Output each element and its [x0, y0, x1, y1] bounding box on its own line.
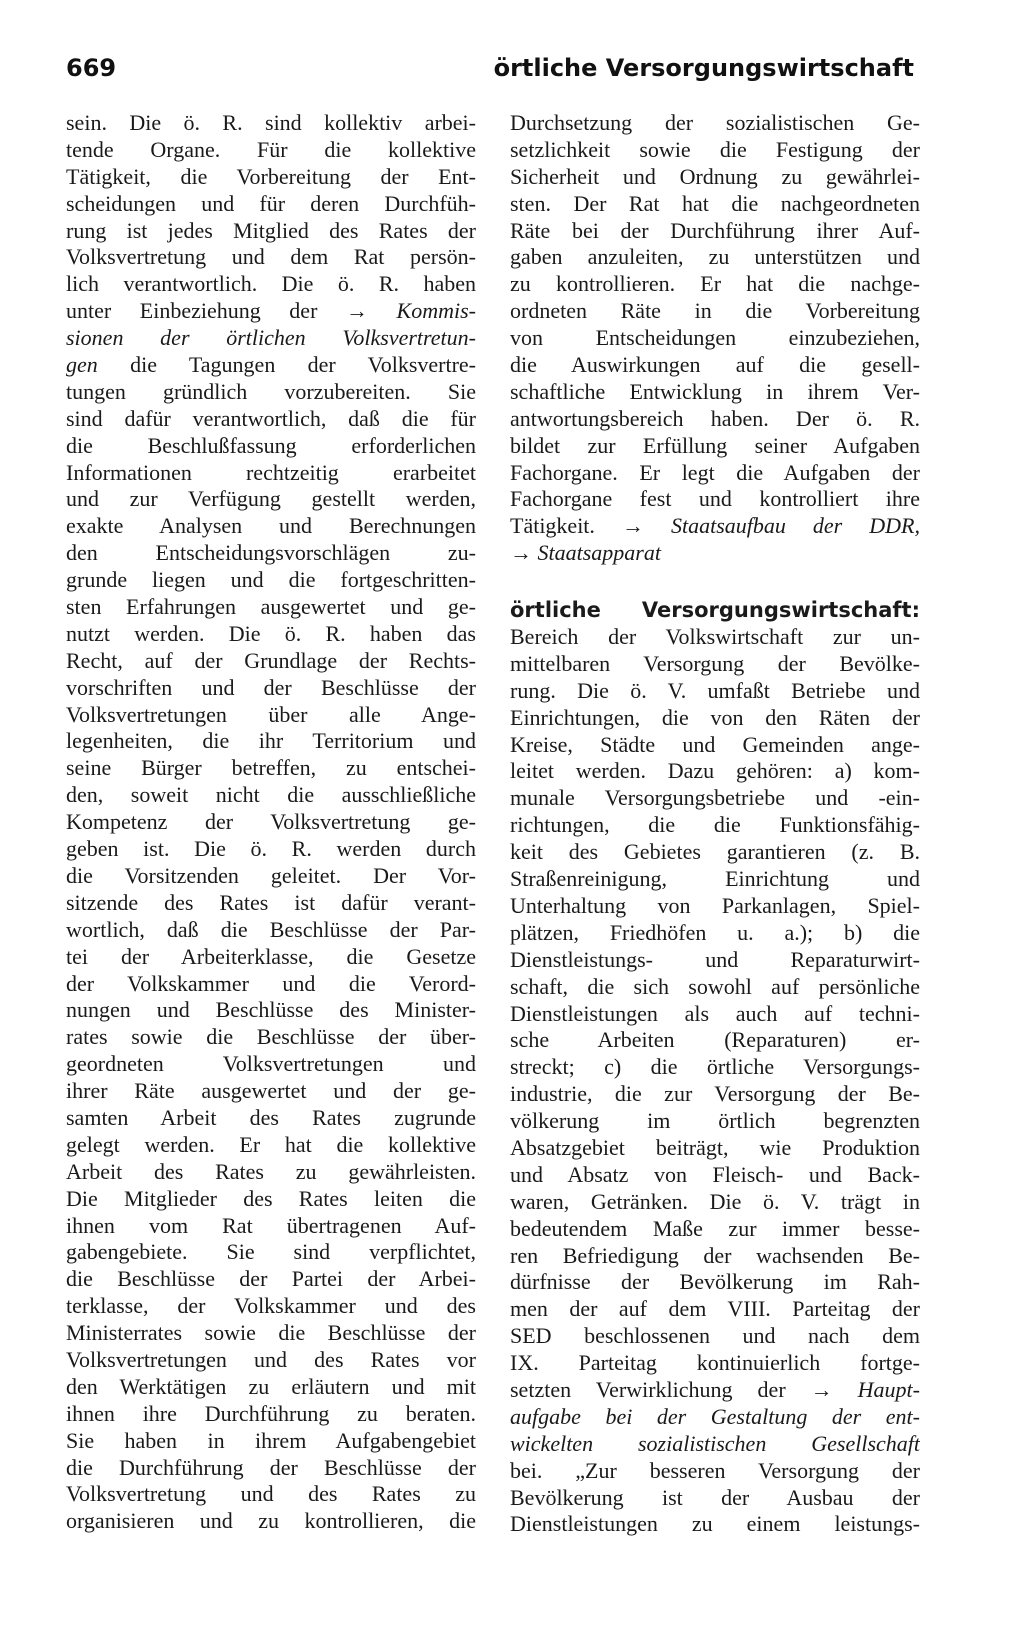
text-segment: schaftliche Entwicklung in ihrem Ver-	[510, 378, 920, 404]
text-line	[510, 839, 920, 866]
cross-reference: Staatsapparat	[537, 540, 661, 566]
text-line	[510, 406, 920, 433]
text-line	[510, 1404, 920, 1431]
text-line	[66, 1508, 476, 1535]
text-segment: nungen und Beschlüsse des Minister-	[66, 997, 476, 1023]
text-line	[510, 1350, 920, 1377]
text-segment: Dienstleistungs- und Reparaturwirt-	[510, 946, 920, 972]
text-segment: die Durchführung der Beschlüsse der	[66, 1454, 476, 1480]
text-line	[510, 1189, 920, 1216]
text-segment: setzten Verwirklichung der →	[510, 1376, 858, 1402]
text-segment: seine Bürger betreffen, zu entschei-	[66, 755, 476, 781]
text-segment: rates sowie die Beschlüsse der über-	[66, 1024, 476, 1050]
text-line	[510, 513, 920, 540]
text-line	[510, 1377, 920, 1404]
text-line	[66, 594, 476, 621]
text-segment: den, soweit nicht die ausschließliche	[66, 782, 476, 808]
text-segment: Fachorgane. Er legt die Aufgaben der	[510, 459, 920, 485]
text-line	[510, 379, 920, 406]
text-line	[510, 110, 920, 137]
text-line	[510, 244, 920, 271]
text-line	[510, 1323, 920, 1350]
text-segment: Dienstleistungen als auch auf techni-	[510, 1000, 920, 1026]
text-segment: gabengebiete. Sie sind verpflichtet,	[66, 1239, 476, 1265]
text-segment: richtungen, die die Funktionsfähig-	[510, 812, 920, 838]
text-line	[510, 352, 920, 379]
text-segment: Fachorgane fest und kontrolliert ihre	[510, 486, 920, 512]
text-line	[66, 1266, 476, 1293]
text-segment: streckt; c) die örtliche Versorgungs-	[510, 1054, 920, 1080]
text-segment: Ministerrates sowie die Beschlüsse der	[66, 1320, 476, 1346]
text-segment: leitet werden. Dazu gehören: a) kom-	[510, 758, 920, 784]
text-segment: Durchsetzung der sozialistischen Ge-	[510, 110, 920, 135]
text-segment: Volksvertretung und dem Rat persön-	[66, 244, 476, 270]
text-segment: grunde liegen und die fortgeschritten-	[66, 567, 476, 593]
text-line	[66, 379, 476, 406]
text-segment: völkerung im örtlich begrenzten	[510, 1108, 920, 1134]
text-line	[66, 1078, 476, 1105]
text-segment: IX. Parteitag kontinuierlich fortge-	[510, 1350, 920, 1376]
text-segment: munale Versorgungsbetriebe und -ein-	[510, 785, 920, 811]
text-segment: Sie haben in ihrem Aufgabengebiet	[66, 1427, 476, 1453]
entry-continuation	[510, 110, 920, 567]
text-line	[66, 1374, 476, 1401]
text-segment: den Werktätigen zu erläutern und mit	[66, 1373, 476, 1399]
text-line	[66, 1239, 476, 1266]
text-segment: dürfnisse der Bevölkerung im Rah-	[510, 1269, 920, 1295]
cross-reference: Haupt-	[857, 1376, 920, 1402]
text-line	[510, 1458, 920, 1485]
text-segment: Unterhaltung von Parkanlagen, Spiel-	[510, 892, 920, 918]
text-segment: men der auf dem VIII. Parteitag der	[510, 1296, 920, 1322]
text-line	[66, 1132, 476, 1159]
text-segment: mittelbaren Versorgung der Bevölke-	[510, 650, 920, 676]
text-segment: Dienstleistungen zu einem leistungs-	[510, 1511, 920, 1537]
text-segment: ordneten Räte in die Vorbereitung	[510, 298, 920, 324]
text-segment: Volksvertretung und des Rates zu	[66, 1481, 476, 1507]
text-line	[66, 1481, 476, 1508]
text-line	[510, 218, 920, 245]
text-line	[510, 624, 920, 651]
text-segment: setzlichkeit sowie die Festigung der	[510, 136, 920, 162]
text-segment: die Tagungen der Volksvertre-	[97, 352, 476, 378]
text-segment: den Entscheidungsvorschlägen zu-	[66, 540, 476, 566]
cross-reference: gen	[66, 352, 98, 378]
text-line	[510, 540, 920, 567]
text-line	[510, 678, 920, 705]
text-segment: tende Organe. Für die kollektive	[66, 136, 476, 162]
text-line	[510, 1296, 920, 1323]
text-line	[510, 1162, 920, 1189]
text-line	[66, 702, 476, 729]
text-line	[66, 1024, 476, 1051]
right-column	[510, 110, 920, 1538]
text-segment: Absatzgebiet beiträgt, wie Produktion	[510, 1134, 920, 1160]
text-segment: die Auswirkungen auf die gesell-	[510, 352, 920, 378]
text-line	[66, 944, 476, 971]
text-line	[66, 271, 476, 298]
cross-reference: Staatsaufbau der DDR,	[670, 513, 920, 539]
text-segment: plätzen, Friedhöfen u. a.); b) die	[510, 919, 920, 945]
text-segment: organisieren und zu kontrollieren, die	[66, 1508, 476, 1534]
text-line	[510, 1108, 920, 1135]
text-segment: rung. Die ö. V. umfaßt Betriebe und	[510, 677, 920, 703]
text-segment: samten Arbeit des Rates zugrunde	[66, 1104, 476, 1130]
text-line	[66, 917, 476, 944]
text-segment: lich verantwortlich. Die ö. R. haben	[66, 271, 476, 297]
text-line	[66, 890, 476, 917]
text-line	[66, 863, 476, 890]
text-line	[510, 758, 920, 785]
text-segment: geordneten Volksvertretungen und	[66, 1051, 476, 1077]
cross-reference: sionen der örtlichen Volksvertretun-	[66, 325, 476, 351]
text-line	[66, 836, 476, 863]
text-segment: sten Erfahrungen ausgewertet und ge-	[66, 594, 476, 620]
text-segment: Volksvertretungen über alle Ange-	[66, 701, 476, 727]
text-segment: antwortungsbereich haben. Der ö. R.	[510, 405, 920, 431]
text-segment: sitzende des Rates ist dafür verant-	[66, 889, 476, 915]
text-line	[66, 971, 476, 998]
text-line	[66, 298, 476, 325]
text-line	[66, 1401, 476, 1428]
text-segment: Sicherheit und Ordnung zu gewährlei-	[510, 163, 920, 189]
running-title: örtliche Versorgungswirtschaft	[493, 54, 914, 82]
text-line	[66, 1186, 476, 1213]
text-segment: Einrichtungen, die von den Räten der	[510, 704, 920, 730]
page-header	[66, 54, 914, 94]
text-segment: und zur Verfügung gestellt werden,	[66, 486, 476, 512]
text-line	[510, 947, 920, 974]
text-line	[66, 164, 476, 191]
text-line	[66, 1428, 476, 1455]
text-line	[510, 271, 920, 298]
text-segment: bedeutendem Maße zur immer besse-	[510, 1215, 920, 1241]
text-segment: zu kontrollieren. Er hat die nachge-	[510, 271, 920, 297]
text-segment: sche Arbeiten (Reparaturen) er-	[510, 1027, 920, 1053]
text-segment: Informationen rechtzeitig erarbeitet	[66, 459, 476, 485]
text-line	[510, 325, 920, 352]
text-line	[510, 1485, 920, 1512]
text-line	[66, 782, 476, 809]
text-segment: keit des Gebietes garantieren (z. B.	[510, 839, 920, 865]
text-segment: terklasse, der Volkskammer und des	[66, 1293, 476, 1319]
text-segment: tungen gründlich vorzubereiten. Sie	[66, 378, 476, 404]
text-segment: Tätigkeit. →	[510, 513, 671, 539]
text-line	[66, 325, 476, 352]
text-segment: sein. Die ö. R. sind kollektiv arbei-	[66, 110, 476, 135]
text-line	[510, 1081, 920, 1108]
text-line	[66, 997, 476, 1024]
text-line	[510, 597, 920, 624]
text-line	[510, 1001, 920, 1028]
text-line	[66, 540, 476, 567]
text-line	[66, 648, 476, 675]
text-segment: Kompetenz der Volksvertretung ge-	[66, 809, 476, 835]
text-line	[66, 460, 476, 487]
text-line	[510, 785, 920, 812]
text-segment: rung ist jedes Mitglied des Rates der	[66, 217, 476, 243]
text-line	[510, 920, 920, 947]
text-segment: die Beschlußfassung erforderlichen	[66, 432, 476, 458]
text-line	[66, 137, 476, 164]
text-segment: Bereich der Volkswirtschaft zur un-	[510, 624, 920, 650]
text-segment: der Volkskammer und die Verord-	[66, 970, 476, 996]
text-segment: wortlich, daß die Beschlüsse der Par-	[66, 916, 476, 942]
text-segment: bildet zur Erfüllung seiner Aufgaben	[510, 432, 920, 458]
text-line	[66, 1159, 476, 1186]
text-segment: unter Einbeziehung der →	[66, 298, 397, 324]
text-segment: sten. Der Rat hat die nachgeordneten	[510, 190, 920, 216]
text-segment: Kreise, Städte und Gemeinden ange-	[510, 731, 920, 757]
text-line	[510, 1269, 920, 1296]
text-line	[66, 1455, 476, 1482]
text-line	[510, 732, 920, 759]
text-line	[510, 812, 920, 839]
left-column	[66, 110, 476, 1535]
text-line	[510, 298, 920, 325]
text-segment: Straßenreinigung, Einrichtung und	[510, 866, 920, 892]
text-line	[66, 809, 476, 836]
text-segment: Die Mitglieder des Rates leiten die	[66, 1185, 476, 1211]
text-line	[66, 755, 476, 782]
text-segment: bei. „Zur besseren Versorgung der	[510, 1457, 920, 1483]
text-segment: industrie, die zur Versorgung der Be-	[510, 1081, 920, 1107]
text-line	[510, 137, 920, 164]
text-line	[66, 352, 476, 379]
text-segment: vorschriften und der Beschlüsse der	[66, 674, 476, 700]
text-segment: →	[510, 540, 538, 566]
text-line	[510, 1431, 920, 1458]
text-line	[510, 705, 920, 732]
text-line	[66, 433, 476, 460]
text-line	[66, 621, 476, 648]
text-segment: legenheiten, die ihr Territorium und	[66, 728, 476, 754]
text-line	[66, 191, 476, 218]
text-line	[510, 1027, 920, 1054]
text-segment: und Absatz von Fleisch- und Back-	[510, 1161, 920, 1187]
text-segment: SED beschlossenen und nach dem	[510, 1323, 920, 1349]
cross-reference: Kommis-	[396, 298, 476, 324]
text-line	[66, 1347, 476, 1374]
text-segment: sind dafür verantwortlich, daß die für	[66, 405, 476, 431]
text-line	[510, 974, 920, 1001]
text-segment: gelegt werden. Er hat die kollektive	[66, 1131, 476, 1157]
text-line	[66, 1320, 476, 1347]
text-segment: ren Befriedigung der wachsenden Be-	[510, 1242, 920, 1268]
text-segment: Recht, auf der Grundlage der Rechts-	[66, 647, 476, 673]
page-number: 669	[66, 54, 117, 82]
text-segment: Arbeit des Rates zu gewährleisten.	[66, 1158, 476, 1184]
text-segment: die Beschlüsse der Partei der Arbei-	[66, 1266, 476, 1292]
entry-headword: örtliche Versorgungswirtschaft:	[510, 598, 920, 623]
text-line	[510, 651, 920, 678]
text-segment: ihrer Räte ausgewertet und der ge-	[66, 1078, 476, 1104]
text-line	[510, 1243, 920, 1270]
text-line	[66, 1293, 476, 1320]
text-segment: Bevölkerung ist der Ausbau der	[510, 1484, 920, 1510]
text-line	[510, 433, 920, 460]
text-line	[66, 406, 476, 433]
text-segment: Räte bei der Durchführung ihrer Auf-	[510, 217, 920, 243]
text-segment: schaft, die sich sowohl auf persönliche	[510, 973, 920, 999]
text-line	[66, 513, 476, 540]
text-line	[66, 486, 476, 513]
text-line	[510, 164, 920, 191]
text-line	[66, 567, 476, 594]
text-line	[510, 1135, 920, 1162]
text-line	[66, 1105, 476, 1132]
text-line	[66, 1051, 476, 1078]
text-segment: von Entscheidungen einzubeziehen,	[510, 325, 920, 351]
text-segment: ihnen vom Rat übertragenen Auf-	[66, 1212, 476, 1238]
text-line	[510, 191, 920, 218]
text-segment: waren, Getränken. Die ö. V. trägt in	[510, 1188, 920, 1214]
text-line	[66, 244, 476, 271]
text-line	[510, 1054, 920, 1081]
text-line	[66, 1213, 476, 1240]
text-line	[66, 675, 476, 702]
text-line	[510, 1511, 920, 1538]
text-segment: Tätigkeit, die Vorbereitung der Ent-	[66, 163, 476, 189]
text-line	[66, 728, 476, 755]
text-segment: Volksvertretungen und des Rates vor	[66, 1346, 476, 1372]
text-segment: gaben anzuleiten, zu unterstützen und	[510, 244, 920, 270]
text-line	[510, 893, 920, 920]
text-line	[510, 866, 920, 893]
text-line	[510, 460, 920, 487]
text-segment: nutzt werden. Die ö. R. haben das	[66, 620, 476, 646]
text-segment: geben ist. Die ö. R. werden durch	[66, 836, 476, 862]
text-segment: scheidungen und für deren Durchfüh-	[66, 190, 476, 216]
text-segment: ihnen ihre Durchführung zu beraten.	[66, 1400, 476, 1426]
text-segment: tei der Arbeiterklasse, die Gesetze	[66, 943, 476, 969]
text-line	[510, 1216, 920, 1243]
text-line	[66, 110, 476, 137]
cross-reference: wickelten sozialistischen Gesellschaft	[510, 1430, 920, 1456]
text-line	[66, 218, 476, 245]
cross-reference: aufgabe bei der Gestaltung der ent-	[510, 1403, 920, 1429]
text-segment: die Vorsitzenden geleitet. Der Vor-	[66, 862, 476, 888]
text-line	[510, 486, 920, 513]
entry-oertliche-versorgungswirtschaft	[510, 597, 920, 1538]
text-segment: exakte Analysen und Berechnungen	[66, 513, 476, 539]
